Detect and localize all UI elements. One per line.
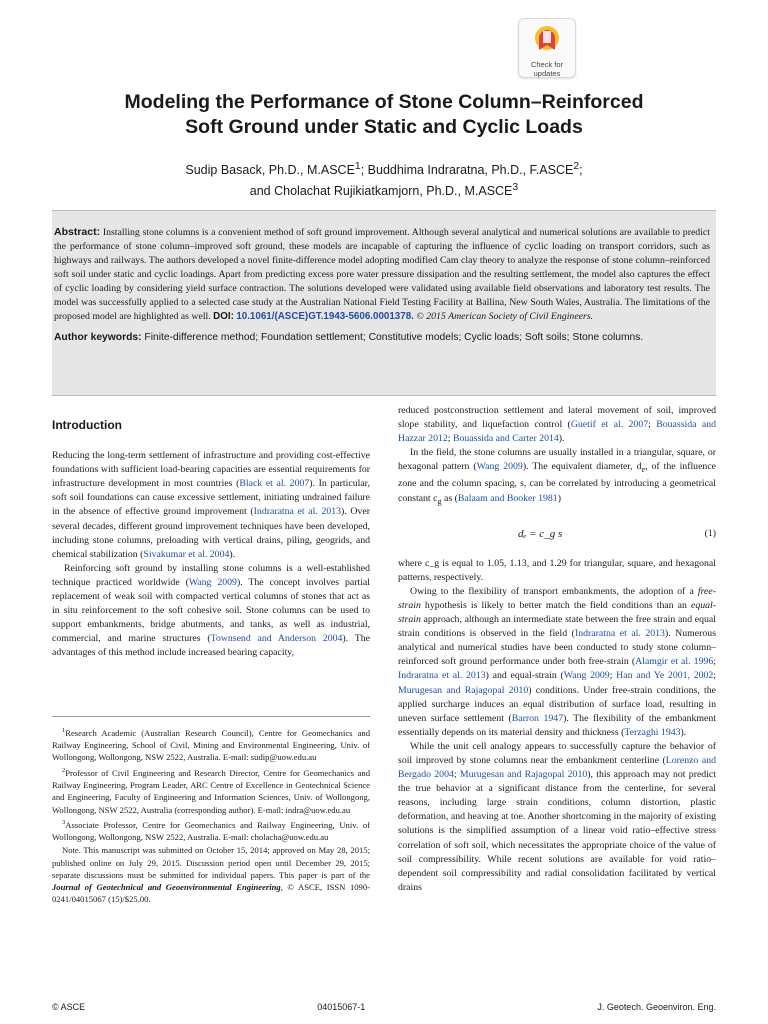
title-line-1: Modeling the Performance of Stone Column–Reinforced [124,91,644,113]
text-run: ). The flexibility of the embankment essentially depends on its material density and thickness ( [398,712,716,738]
crossmark-icon [532,23,562,55]
right-paragraph-1 [398,404,716,446]
right-column [398,404,716,895]
badge-label-1: Check for [530,60,564,69]
citation-link[interactable]: Sivakumar et al. 2004 [143,548,230,560]
page-footer [52,1002,716,1012]
right-paragraph-3: where c_g is equal to 1.05, 1.13, and 1.29 for triangular, square, and hexagonal patterns, respectively. [398,557,716,583]
text-run: ; [648,419,657,431]
text-run: , of the influence zone and the column spacing, s, can be correlated by introducing a geometrical constant c [398,461,717,504]
text-run: ) conditions. Under free-strain conditions, the applied surcharge induces an equal distribution of surface load, resulting in uneven surface settlement ( [398,684,717,724]
footnote-marker: 1 [62,727,66,734]
doi-link[interactable]: 10.1061/(ASCE)GT.1943-5606.0001378. [236,311,414,322]
abstract-label: Abstract: [54,226,101,238]
text-run: In the field, the stone columns are usually installed in a triangular, square, or hexagonal pattern ( [398,447,716,473]
footnote-marker: 3 [62,818,66,826]
text-run: ; [447,433,453,445]
citation-link[interactable]: Lorenzo and Bergado 2004 [398,754,717,781]
right-paragraph-2 [398,446,716,508]
text-run: ). [558,433,565,445]
citation-link[interactable]: Wang 2009 [188,576,237,588]
emphasis: equal-strain [398,599,716,626]
footer-publisher: © ASCE [52,1002,86,1012]
text-run: Reducing the long-term settlement of infrastructure and providing cost-effective foundations with sufficient load-bearing capacities are essential requirements for infrastructure development in most countries ( [52,450,370,490]
text-run: ; [713,670,717,682]
badge-label-2: updates [533,69,561,78]
paper-title [40,90,728,140]
text-run: ). The concept involves partial replacement of weak soil with compacted vertical columns of stones that act as in situ reinforcement to the soft cohesive soil. Stone columns can be used to support embankments, bridge abutments, and tanks, as well as industrial, commercial, and marine structures ( [52,576,370,645]
text-run: ). In particular, soft soil foundations can cause excessive settlement, initiating undrained failure in the absence of effective ground improvement ( [52,478,370,518]
author-2-affil[interactable]: 2 [573,161,580,172]
footnote-text: Professor of Civil Engineering and Research Director, Centre for Geomechanics and Railway Engineering, Program Leader, ARC Centre of Excellence in Geotechnical Science and Engineering, Faculty of Engineering and Information Sciences, Univ. of Wollongong, Wollongong, NSW 2522, Australia (corresponding author). E-mail: indra@uow.edu.au [52,767,370,815]
right-paragraph-4 [398,585,716,740]
citation-link[interactable]: Townsend and Anderson 2004 [210,633,343,645]
citation-link[interactable]: Terzaghi 1943 [624,726,681,738]
citation-link[interactable]: Bouassida and Carter 2014 [452,433,559,445]
text-run: approach, although an intermediate state between the free strain and equal strain conditions is observed in the field ( [398,614,716,640]
abstract-box [52,210,716,396]
citation-link[interactable]: Guetif et al. 2007 [570,419,649,431]
citation-link[interactable]: Wang 2009 [476,461,523,473]
citation-link[interactable]: Indraratna et al. 2013 [398,670,486,682]
footnote-text: Associate Professor, Centre for Geomechanics and Railway Engineering, Univ. of Wollongong, Wollongong, NSW 2522, Australia. E-mail: cholacha@uow.edu.au [52,819,370,842]
subscript: g [437,496,442,506]
author-list [40,158,728,200]
left-column [52,416,370,661]
footnote-marker: 2 [62,766,66,774]
text-run: ). [229,548,236,560]
footnote-text: Research Academic (Australian Research Council), Centre for Geomechanics and Railway Engineering, School of Civil, Mining and Environmental Engineering, Univ. of Wollongong, Wollongong, NSW 2522, Australia. E-mail: sudip@uow.edu.au [52,727,370,763]
keywords-label: Author keywords: [54,332,142,343]
citation-link[interactable]: Balaam and Booker 1981 [457,492,558,504]
abstract [54,225,710,324]
text-run: While the unit cell analogy appears to successfully capture the behavior of soil improved by stone columns near the embankment centerline ( [398,740,716,766]
equation-formula: dₑ = c_g s [518,527,563,540]
text-run: ; [453,769,460,781]
intro-paragraph-1 [52,449,370,562]
abstract-copyright: © 2015 American Society of Civil Engineers. [416,311,594,322]
author-3-affil[interactable]: 3 [512,182,519,194]
text-run: ). The advantages of this method include increased bearing capacity, [52,633,370,659]
author-1-affil[interactable]: 1 [354,161,361,172]
text-run: ) and equal-strain ( [485,670,564,682]
text-run: ; [713,656,717,668]
abstract-text: Installing stone columns is a convenient method of soft ground improvement. Although several analytical and numerical solutions are available to predict the performance of stone column–improved soft ground, these models are incapable of capturing the influence of cyclic loading on transport corridors, such as highways and railways. The authors developed a novel finite-difference model adopting modified Cam clay theory to analyze the response of stone column–reinforced soft soil under static and cyclic loadings. Apart from predicting excess pore water pressure dissipation and the resulting settlement, the model also captures the effect of cyclic loading by considering yield surface contraction. The solutions developed were validated using available field observations and laboratory test results. The model was successfully applied to a selected case study at the Australian National Field Testing Facility at Ballina, New South Wales, Australia. The limitations of the proposed model are highlighted as well. [54,227,710,322]
text-run: ), this approach may not predict the true behavior at a significant distance from the centerline, for several reasons, including large strain conditions, column distortion, plastic deformation, and heaving at toe. Another shortcoming in the majority of existing solutions is the simplified assumption of a linear void ratio–effective stress correlation of soft soil, which necessitates the appropriate choice of the value of soil compressibility. While recent solutions are available for void ratio–dependent soil compressibility and radial consolidation facilitated by vertical drains [398,769,716,893]
citation-link[interactable]: Alamgir et al. 1996 [635,656,714,668]
footnotes [52,716,370,907]
text-run: hypothesis is likely to better match the field conditions than an [420,599,691,611]
intro-paragraph-2 [52,562,370,661]
right-paragraph-5 [398,740,716,895]
subscript: e [641,465,646,475]
citation-link[interactable]: Bouassida and Hazzar 2012 [398,419,716,445]
journal-name: Journal of Geotechnical and Geoenvironmental Engineering [52,882,281,893]
author-sep: ; [579,163,583,178]
text-run: Owing to the flexibility of transport embankments, the adoption of a [410,585,698,597]
footer-journal: J. Geotech. Geoenviron. Eng. [597,1002,716,1012]
footnote-3 [52,817,370,843]
text-run: ). Over several decades, different ground improvement techniques have been developed, including stone columns, preloading with vertical drains, piling, geogrids, and chemical stabilization ( [52,506,370,560]
text-run: reduced postconstruction settlement and lateral movement of soil, improved slope stability, and liquefaction control ( [398,405,716,431]
text-run: ). Numerous analytical and numerical studies have been conducted to study stone column–reinforced soft ground performance under both free-strain ( [398,628,717,668]
text-run: ). The equivalent diameter, d [522,461,642,473]
author-3: and Cholachat Rujikiatkamjorn, Ph.D., M.ASCE [249,184,513,199]
footer-page-id: 04015067-1 [317,1002,366,1012]
text-run: as ( [441,492,458,504]
citation-link[interactable]: Black et al. 2007 [239,478,310,490]
text-run: ). [680,726,687,738]
citation-link[interactable]: Wang 2009 [563,670,610,682]
note-text: , © ASCE, ISSN 1090-0241/04015067 (15)/$25.00. [52,882,370,905]
doi-label: DOI: [213,311,234,322]
check-for-updates-badge[interactable] [518,18,576,78]
citation-link[interactable]: Murugesan and Rajagopal 2010 [398,684,529,696]
author-keywords [54,332,710,343]
emphasis: free-strain [398,585,716,611]
text-run: ) [557,492,561,504]
equation-number: (1) [704,527,716,539]
footnote-2 [52,765,370,816]
citation-link[interactable]: Indraratna et al. 2013 [253,506,342,518]
manuscript-note [52,844,370,905]
author-1: Sudip Basack, Ph.D., M.ASCE [185,163,355,178]
section-heading-introduction: Introduction [52,418,122,432]
citation-link[interactable]: Han and Ye 2001, 2002 [616,670,714,682]
author-2: ; Buddhima Indraratna, Ph.D., F.ASCE [360,163,574,178]
footnote-1 [52,725,370,764]
text-run: Reinforcing soft ground by installing stone columns is a well-established technique practiced worldwide ( [52,562,370,588]
text-run: ; [609,670,617,682]
equation-1 [398,527,716,541]
note-text: Note. This manuscript was submitted on October 15, 2014; approved on May 28, 2015; published online on July 29, 2015. Discussion period open until December 29, 2015; separate discussions must be submitted for individual papers. This paper is part of the [52,845,370,880]
keywords-text: Finite-difference method; Foundation settlement; Constitutive models; Cyclic loads; Soft soils; Stone columns. [144,332,644,343]
title-line-2: Soft Ground under Static and Cyclic Loads [185,116,583,138]
citation-link[interactable]: Indraratna et al. 2013 [574,628,665,640]
citation-link[interactable]: Murugesan and Rajagopal 2010 [459,769,588,781]
citation-link[interactable]: Barron 1947 [511,712,564,724]
